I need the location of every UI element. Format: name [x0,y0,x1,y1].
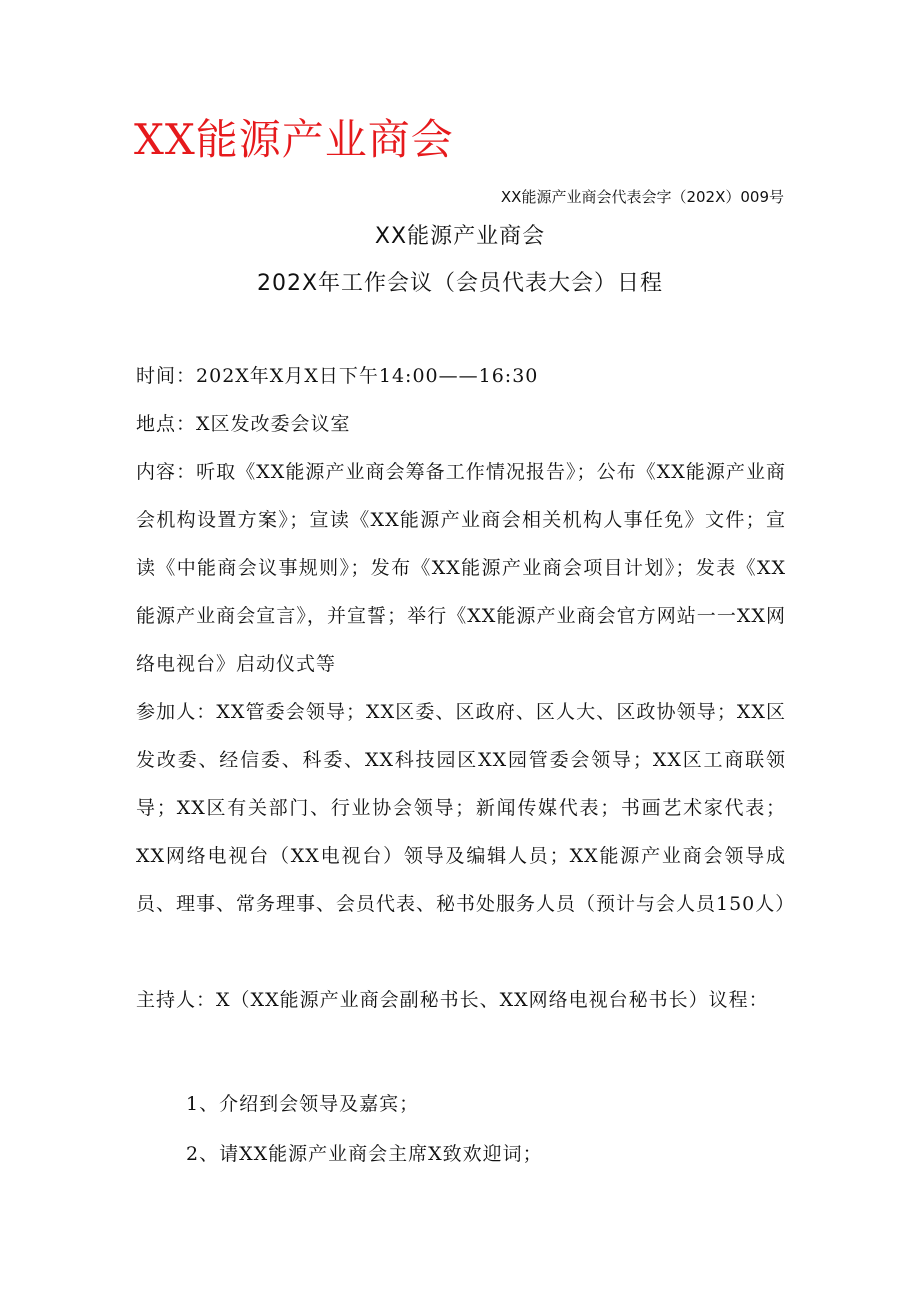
document-title-line-1: XX能源产业商会 [374,224,546,249]
meeting-content [136,448,786,688]
agenda-item [186,1080,786,1128]
document-number: XX能源产业商会代表会字（202X）009号 [500,188,784,206]
content-label: 内容： [136,461,197,483]
attendees-label: 参加人： [136,701,217,723]
agenda-item-text: 请XX能源产业商会主席X致欢迎词； [219,1143,543,1165]
agenda-item-number: 2、 [186,1143,220,1165]
attendees-value: XX管委会领导；XX区委、区政府、区人大、区政协领导；XX区发改委、经信委、科委、XX科技园区XX园管委会领导；XX区工商联领导；XX区有关部门、行业协会领导；新闻传媒代表；书画艺术家代表；XX网络电视台（XX电视台）领导及编辑人员；XX能源产业商会领导成员、理事、常务理事、会员代表、秘书处服务人员（预计与会人员150人） [136,701,796,915]
time-value: 202X年X月X日下午14:00——16:30 [196,365,539,387]
venue-label: 地点： [136,413,197,435]
agenda-item-number: 1、 [186,1093,220,1115]
meeting-time [136,352,786,400]
agenda-item [186,1130,786,1178]
content-value: 听取《XX能源产业商会筹备工作情况报告》；公布《XX能源产业商会机构设置方案》；宣读《XX能源产业商会相关机构人事任免》文件；宣读《中能商会议事规则》；发布《XX能源产业商会项目计划》；发表《XX能源产业商会宣言》，并宣誓；举行《XX能源产业商会官方网站一一XX网络电视台》启动仪式等 [136,461,786,675]
meeting-host [136,976,786,1024]
meeting-venue [136,400,786,448]
org-header-title: XX能源产业商会 [134,115,454,164]
meeting-attendees [136,688,796,928]
host-label: 主持人： [136,989,217,1011]
agenda-item-text: 介绍到会领导及嘉宾； [219,1093,420,1115]
time-label: 时间： [136,365,197,387]
host-value: X（XX能源产业商会副秘书长、XX网络电视台秘书长）议程： [216,989,769,1011]
document-title-line-2: 202X年工作会议（会员代表大会）日程 [256,271,664,296]
venue-value: X区发改委会议室 [196,413,351,435]
